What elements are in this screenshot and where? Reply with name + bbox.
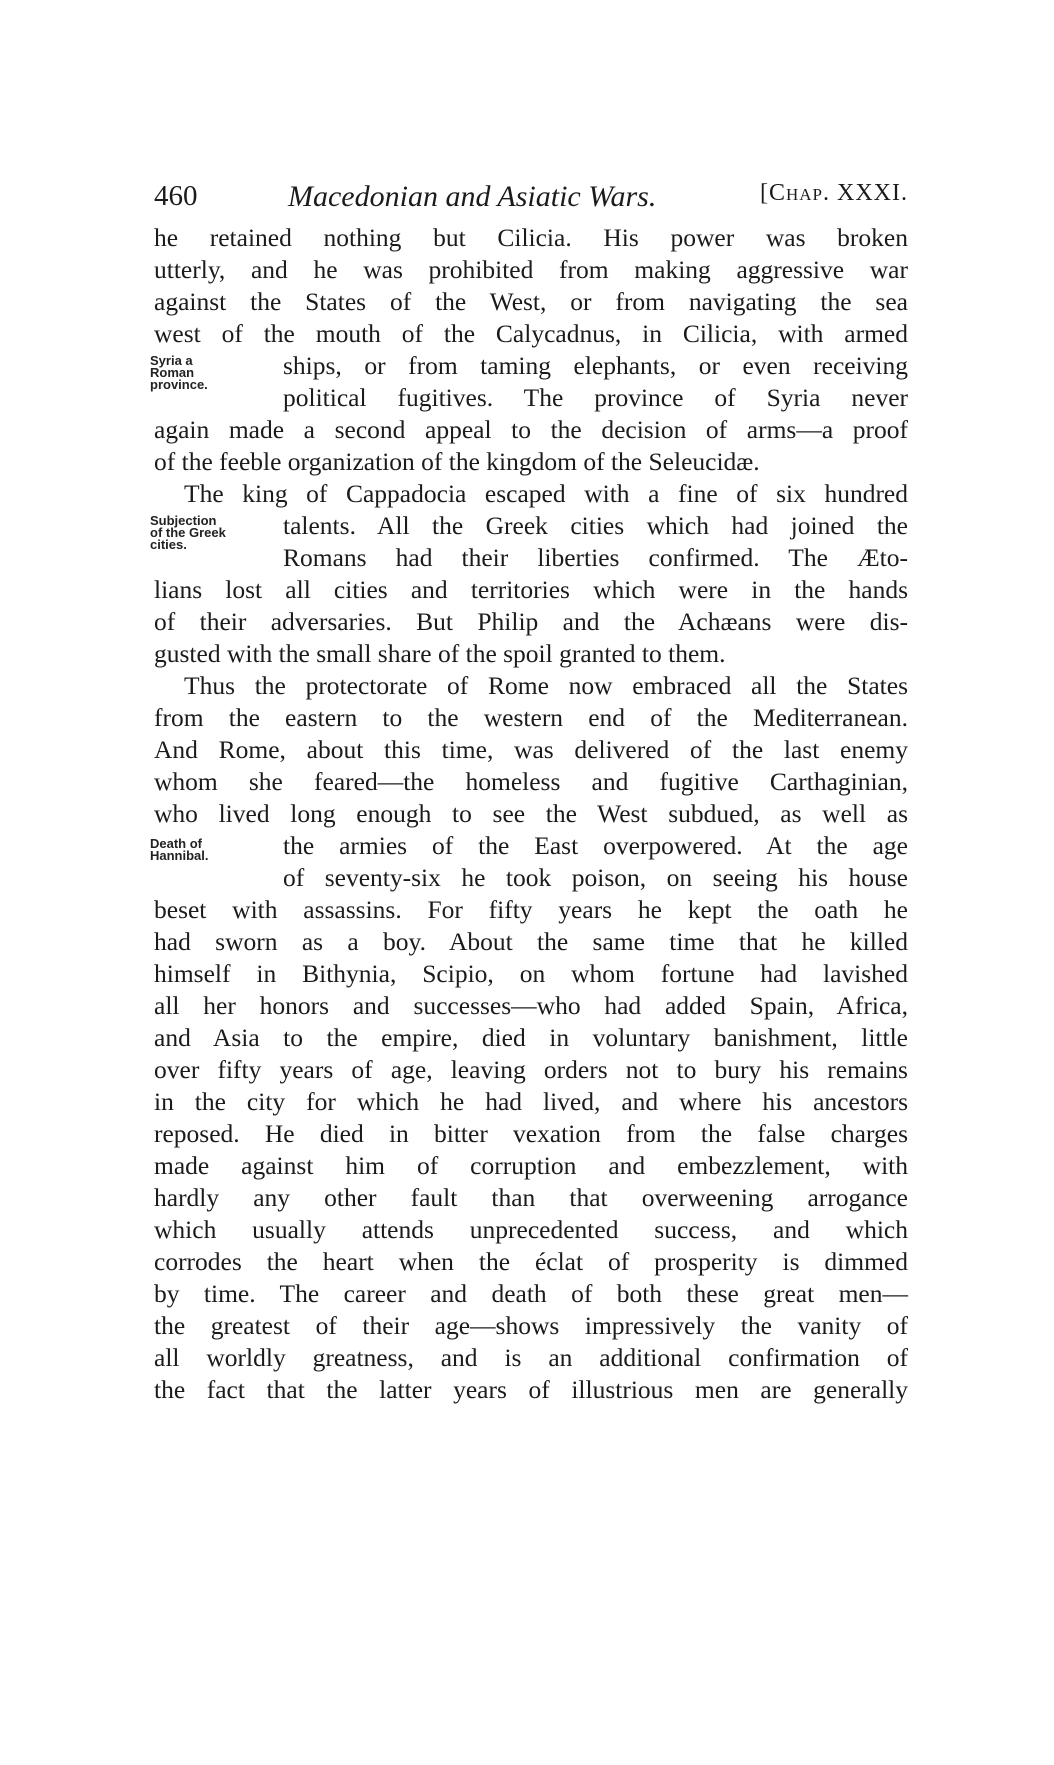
text-line: west of the mouth of the Calycadnus, in Cilicia, with armed	[154, 319, 908, 348]
text-line: all worldly greatness, and is an additional confirmation of	[154, 1343, 908, 1372]
text-line: who lived long enough to see the West subdued, as well as	[154, 799, 908, 828]
text-line: by time. The career and death of both these great men—	[154, 1279, 908, 1308]
text-line: himself in Bithynia, Scipio, on whom fortune had lavished	[154, 959, 908, 988]
text-line: of the feeble organization of the kingdom of the Seleucidæ.	[154, 447, 760, 476]
margin-note-hannibal: Death of Hannibal.	[150, 836, 209, 863]
text-line: over fifty years of age, leaving orders not to bury his remains	[154, 1055, 908, 1084]
margin-note-syria: Syria a Roman province.	[150, 353, 208, 392]
page-number: 460	[154, 180, 198, 212]
text-line: gusted with the small share of the spoil granted to them.	[154, 639, 726, 668]
text-line: the fact that the latter years of illustrious men are generally	[154, 1375, 908, 1404]
text-line: reposed. He died in bitter vexation from the false charges	[154, 1119, 908, 1148]
text-line: beset with assassins. For fifty years he kept the oath he	[154, 895, 908, 924]
text-line: And Rome, about this time, was delivered of the last enemy	[154, 735, 908, 764]
text-line: made against him of corruption and embezzlement, with	[154, 1151, 908, 1180]
text-line: of their adversaries. But Philip and the Achæans were dis-	[154, 607, 908, 636]
margin-note-greek-cities: Subjection of the Greek cities.	[150, 513, 226, 552]
text-line: of seventy-six he took poison, on seeing his house	[283, 863, 908, 892]
text-line: whom she feared—the homeless and fugitive Carthaginian,	[154, 767, 908, 796]
text-line: Romans had their liberties confirmed. The Æto-	[283, 543, 908, 572]
chapter-label: [Chap. XXXI.	[760, 180, 908, 206]
text-line: corrodes the heart when the éclat of prosperity is dimmed	[154, 1247, 908, 1276]
text-line: he retained nothing but Cilicia. His power was broken	[154, 223, 908, 252]
text-line: which usually attends unprecedented success, and which	[154, 1215, 908, 1244]
text-line: Thus the protectorate of Rome now embraced all the States	[184, 671, 908, 700]
text-line: the greatest of their age—shows impressively the vanity of	[154, 1311, 908, 1340]
text-line: The king of Cappadocia escaped with a fine of six hundred	[184, 479, 908, 508]
text-line: had sworn as a boy. About the same time that he killed	[154, 927, 908, 956]
running-title: Macedonian and Asiatic Wars.	[288, 180, 657, 213]
text-line: talents. All the Greek cities which had joined the	[283, 511, 908, 540]
running-header	[154, 180, 908, 220]
text-line: and Asia to the empire, died in voluntary banishment, little	[154, 1023, 908, 1052]
text-line: again made a second appeal to the decision of arms—a proof	[154, 415, 908, 444]
text-line: from the eastern to the western end of the Mediterranean.	[154, 703, 908, 732]
text-line: lians lost all cities and territories which were in the hands	[154, 575, 908, 604]
text-line: ships, or from taming elephants, or even receiving	[283, 351, 908, 380]
text-line: the armies of the East overpowered. At the age	[283, 831, 908, 860]
text-line: utterly, and he was prohibited from making aggressive war	[154, 255, 908, 284]
text-line: against the States of the West, or from navigating the sea	[154, 287, 908, 316]
text-line: all her honors and successes—who had added Spain, Africa,	[154, 991, 908, 1020]
text-line: political fugitives. The province of Syria never	[283, 383, 908, 412]
text-line: in the city for which he had lived, and where his ancestors	[154, 1087, 908, 1116]
text-line: hardly any other fault than that overweening arrogance	[154, 1183, 908, 1212]
